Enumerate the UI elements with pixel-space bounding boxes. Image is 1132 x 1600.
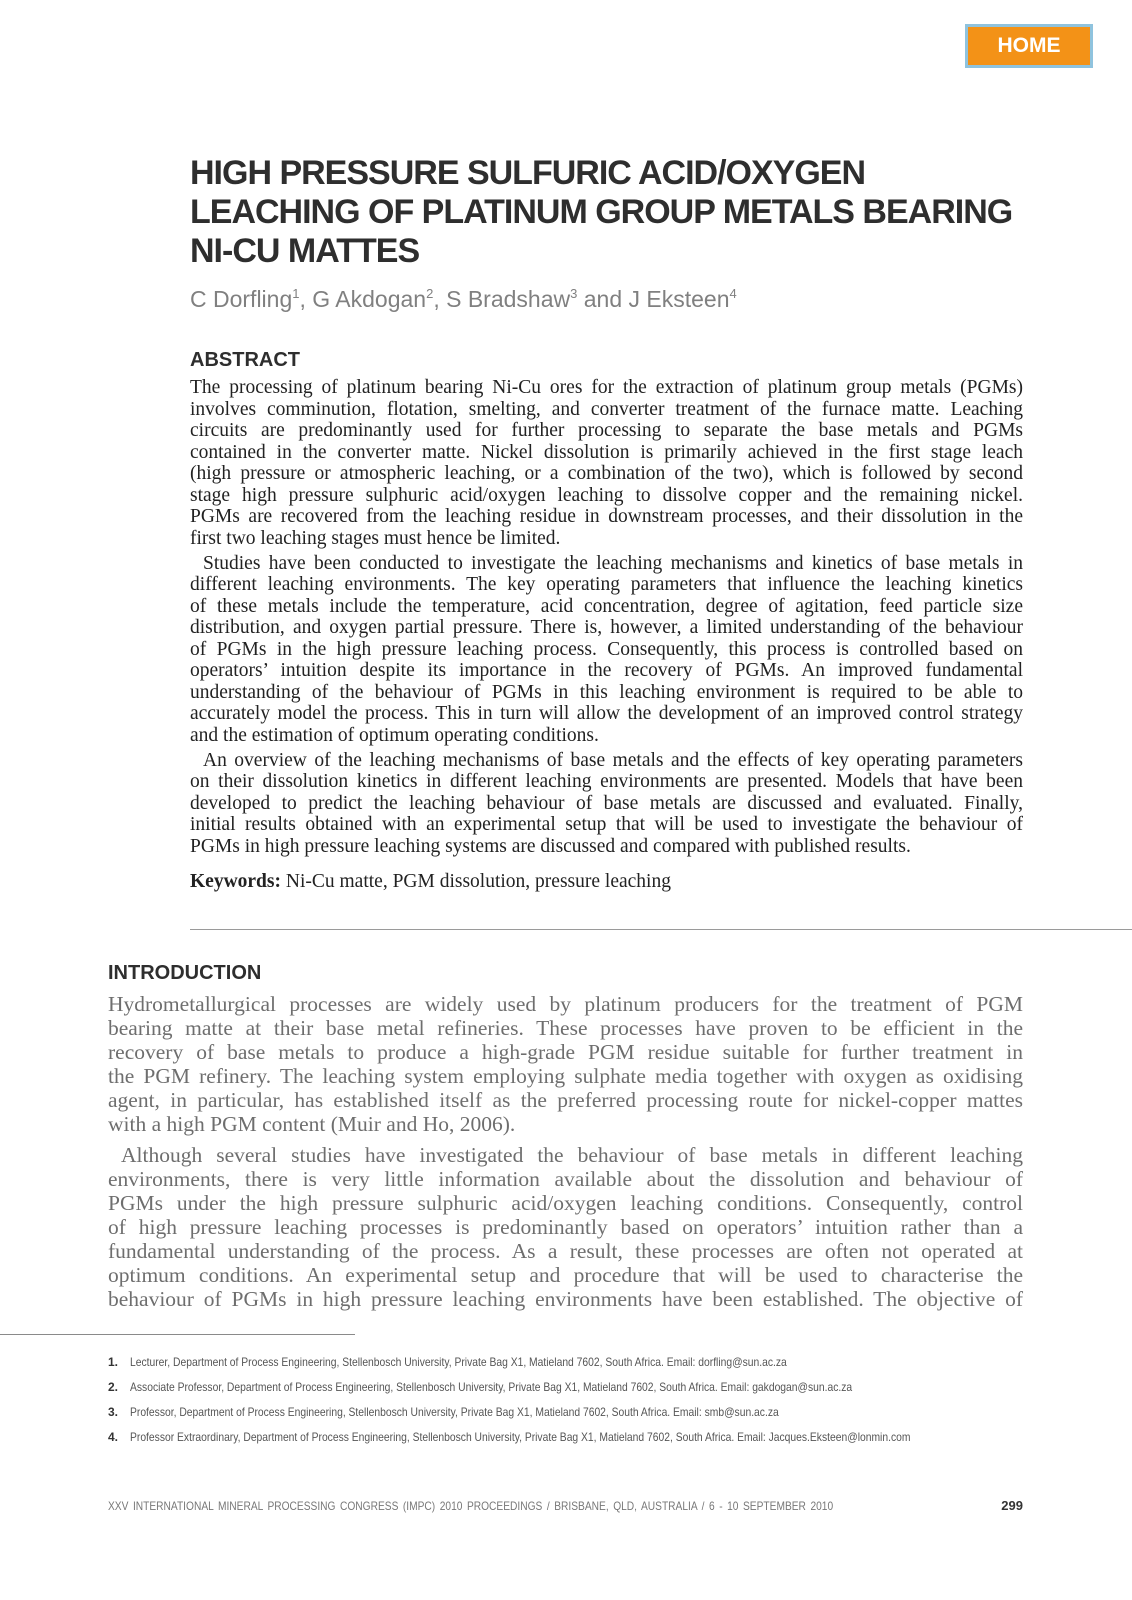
text-line: and the estimation of optimum operating conditions. bbox=[190, 724, 599, 746]
author-name: C Dorfling bbox=[190, 286, 293, 312]
footnote-number: 2. bbox=[108, 1380, 119, 1394]
footnote-divider bbox=[0, 1334, 355, 1335]
author-name: and J Eksteen bbox=[577, 286, 730, 312]
page-footer: XXV INTERNATIONAL MINERAL PROCESSING CONGRESS (IMPC) 2010 PROCEEDINGS / BRISBANE, QLD, AUSTRALIA / 6 - 10 SEPTEMBER 2010 bbox=[108, 1499, 834, 1513]
text-line: fundamental understanding of the process. As a result, these processes are often not operated at bbox=[108, 1239, 1023, 1263]
footnote-text: Professor, Department of Process Engineering, Stellenbosch University, Private Bag X1, Matieland 7602, South Africa. Email: smb@sun.ac.za bbox=[130, 1405, 779, 1419]
section-divider bbox=[190, 929, 1132, 930]
home-button[interactable]: HOME bbox=[965, 24, 1093, 68]
text-line: accurately model the process. This in turn will allow the development of an improved control strategy bbox=[190, 703, 1023, 724]
affiliation-mark: 2 bbox=[426, 286, 434, 301]
footnote-text: Associate Professor, Department of Process Engineering, Stellenbosch University, Private Bag X1, Matieland 7602, South Africa. Email: gakdogan@sun.ac.za bbox=[130, 1380, 853, 1394]
text-line: operators’ intuition despite its importance in the recovery of PGMs. An improved fundamental bbox=[190, 660, 1023, 681]
abstract-body bbox=[190, 377, 1023, 861]
text-line: first two leaching stages must hence be limited. bbox=[190, 527, 561, 549]
text-line: Studies have been conducted to investigate the leaching mechanisms and kinetics of base metals in bbox=[203, 552, 1023, 574]
title-line: NI-CU MATTES bbox=[190, 232, 420, 270]
text-line: The processing of platinum bearing Ni-Cu ores for the extraction of platinum group metals (PGMs) bbox=[190, 377, 1023, 398]
text-line: PGMs in high pressure leaching systems are discussed and compared with published results. bbox=[190, 835, 911, 857]
keywords-label: Keywords: bbox=[190, 871, 281, 892]
introduction-heading: INTRODUCTION bbox=[108, 962, 262, 984]
text-line: circuits are predominantly used for further processing to separate the base metals and PGMs bbox=[190, 420, 1023, 441]
title-line: HIGH PRESSURE SULFURIC ACID/OXYGEN bbox=[190, 154, 866, 192]
footnote bbox=[108, 1350, 1108, 1375]
affiliation-mark: 4 bbox=[729, 286, 737, 301]
keywords-line bbox=[190, 871, 671, 893]
text-line: developed to predict the leaching behaviour of base metals are discussed and evaluated. Finally, bbox=[190, 792, 1023, 814]
text-line: recovery of base metals to produce a high-grade PGM residue suitable for further treatment in bbox=[108, 1040, 1023, 1064]
text-line: (high pressure or atmospheric leaching, or a combination of the two), which is followed by second bbox=[190, 463, 1023, 484]
footnote-text: Professor Extraordinary, Department of Process Engineering, Stellenbosch University, Private Bag X1, Matieland 7602, South Africa. Email: Jacques.Eksteen@lonmin.com bbox=[130, 1430, 911, 1444]
footnote-number: 3. bbox=[108, 1405, 119, 1419]
text-line: behaviour of PGMs in high pressure leaching environments have been established. The objective of bbox=[108, 1287, 1023, 1311]
abstract-paragraph bbox=[190, 553, 1023, 747]
text-line: An overview of the leaching mechanisms of base metals and the effects of key operating parameters bbox=[203, 749, 1023, 771]
text-line: of high pressure leaching processes is predominantly based on operators’ intuition rather than a bbox=[108, 1215, 1023, 1239]
text-line: of these metals include the temperature, acid concentration, degree of agitation, feed particle size bbox=[190, 595, 1023, 617]
keywords-text: Ni-Cu matte, PGM dissolution, pressure leaching bbox=[281, 871, 671, 892]
text-line: distribution, and oxygen partial pressure. There is, however, a limited understanding of the behaviour bbox=[190, 617, 1023, 638]
text-line: involves comminution, flotation, smelting, and converter treatment of the furnace matte. Leaching bbox=[190, 398, 1023, 420]
introduction-body bbox=[108, 992, 1023, 1318]
text-line: contained in the converter matte. Nickel dissolution is primarily achieved in the first stage leach bbox=[190, 441, 1023, 463]
text-line: of PGMs in the high pressure leaching process. Consequently, this process is controlled based on bbox=[190, 638, 1023, 660]
text-line: optimum conditions. An experimental setup and procedure that will be used to characterise the bbox=[108, 1263, 1023, 1287]
affiliation-mark: 1 bbox=[292, 286, 300, 301]
footnote bbox=[108, 1400, 1108, 1425]
footnote bbox=[108, 1425, 1108, 1450]
introduction-paragraph bbox=[108, 1143, 1023, 1311]
author-name: , S Bradshaw bbox=[433, 286, 571, 312]
text-line: Although several studies have investigated the behaviour of base metals in different leaching bbox=[121, 1143, 1023, 1167]
abstract-paragraph bbox=[190, 750, 1023, 858]
footnote-text: Lecturer, Department of Process Engineering, Stellenbosch University, Private Bag X1, Matieland 7602, South Africa. Email: dorfling@sun.ac.za bbox=[130, 1355, 787, 1369]
text-line: different leaching environments. The key operating parameters that influence the leaching kinetics bbox=[190, 574, 1023, 595]
author-list bbox=[190, 285, 737, 313]
affiliation-mark: 3 bbox=[570, 286, 578, 301]
text-line: on their dissolution kinetics in different leaching environments are presented. Models that have been bbox=[190, 771, 1023, 792]
text-line: the PGM refinery. The leaching system employing sulphate media together with oxygen as oxidising bbox=[108, 1064, 1023, 1088]
text-line: initial results obtained with an experimental setup that will be used to investigate the behaviour of bbox=[190, 814, 1023, 835]
footnote bbox=[108, 1375, 1108, 1400]
paper-title bbox=[190, 154, 1012, 271]
footnote-number: 1. bbox=[108, 1355, 119, 1369]
abstract-paragraph bbox=[190, 377, 1023, 549]
text-line: bearing matte at their base metal refineries. These processes have proven to be efficient in the bbox=[108, 1016, 1023, 1040]
page-number: 299 bbox=[1001, 1498, 1023, 1513]
introduction-paragraph bbox=[108, 992, 1023, 1136]
text-line: with a high PGM content (Muir and Ho, 2006). bbox=[108, 1112, 516, 1136]
text-line: PGMs under the high pressure sulphuric acid/oxygen leaching conditions. Consequently, control bbox=[108, 1191, 1023, 1215]
text-line: Hydrometallurgical processes are widely used by platinum producers for the treatment of PGM bbox=[108, 992, 1023, 1016]
text-line: PGMs are recovered from the leaching residue in downstream processes, and their dissolution in the bbox=[190, 506, 1023, 527]
author-name: , G Akdogan bbox=[299, 286, 427, 312]
title-line: LEACHING OF PLATINUM GROUP METALS BEARING bbox=[190, 193, 1013, 231]
text-line: understanding of the behaviour of PGMs in this leaching environment is required to be able to bbox=[190, 681, 1023, 703]
text-line: agent, in particular, has established itself as the preferred processing route for nickel-copper mattes bbox=[108, 1088, 1023, 1112]
footnote-number: 4. bbox=[108, 1430, 119, 1444]
abstract-heading: ABSTRACT bbox=[190, 349, 300, 371]
text-line: stage high pressure sulphuric acid/oxygen leaching to dissolve copper and the remaining nickel. bbox=[190, 484, 1023, 506]
text-line: environments, there is very little information available about the dissolution and behaviour of bbox=[108, 1167, 1023, 1191]
footnote-list bbox=[108, 1350, 1108, 1450]
